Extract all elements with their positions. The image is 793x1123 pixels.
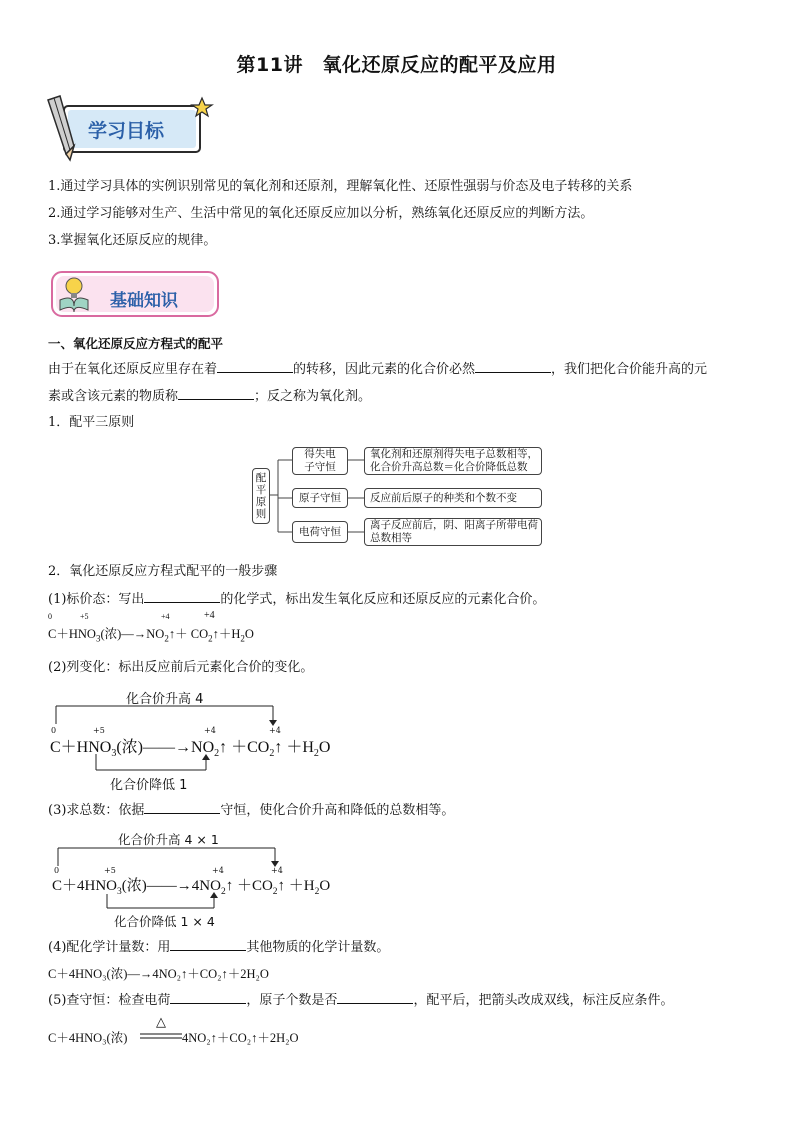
step-4: (4)配化学计量数：用 其他物质的化学计量数。 bbox=[48, 940, 390, 955]
equation-4: C＋4HNO₃(浓)—→4NO₂↑＋CO₂↑＋2H₂O bbox=[48, 967, 269, 981]
equation-5: C＋4HNO₃(浓) △ 4NO₂↑＋CO₂↑＋2H₂O bbox=[48, 1014, 299, 1045]
double-line-arrow bbox=[140, 1032, 182, 1040]
equation-2-diagram: 化合价升高 4 0 +5 +4 +4 $C+HNO_3$(浓)$——\to NO_2↑$ $+CO_2↑ +H_2O$ 化合价降低 1 bbox=[48, 684, 388, 794]
objective-1: 1.通过学习具体的实例识别常见的氧化剂和还原剂，理解氧化性、还原性强弱与价态及电子转移的关系 bbox=[48, 179, 633, 194]
blank[interactable] bbox=[337, 991, 413, 1004]
blank[interactable] bbox=[144, 801, 220, 814]
step-2: (2)列变化：标出反应前后元素化合价的变化。 bbox=[48, 660, 314, 675]
principle-name-2: 原子守恒 bbox=[292, 488, 348, 508]
blank[interactable] bbox=[178, 387, 254, 400]
steps-heading: 2．氧化还原反应方程式配平的一般步骤 bbox=[48, 564, 278, 579]
step-3: (3)求总数：依据 守恒，使化合价升高和降低的总数相等。 bbox=[48, 803, 455, 818]
step-1: (1)标价态：写出 的化学式，标出发生氧化反应和还原反应的元素化合价。 bbox=[48, 592, 546, 607]
equation-1: 0 +5 +4 +4 $C+HNO_3$(浓)$—\to NO_2↑+$ $CO_2↑+H_2O$ bbox=[48, 610, 254, 644]
objective-3: 3.掌握氧化还原反应的规律。 bbox=[48, 233, 217, 248]
principle-desc-1: 氧化剂和还原剂得失电子总数相等，化合价升高总数＝化合价降低总数 bbox=[364, 447, 542, 475]
principles-root: 配平原则 bbox=[252, 468, 270, 524]
page-title: 第11讲 氧化还原反应的配平及应用 bbox=[236, 54, 557, 76]
blank[interactable] bbox=[475, 360, 551, 373]
heat-symbol: △ bbox=[156, 1014, 166, 1029]
basics-banner bbox=[44, 266, 224, 322]
blank[interactable] bbox=[170, 991, 246, 1004]
intro-line-1: 由于在氧化还原反应里存在着 的转移，因此元素的化合价必然 ，我们把化合价能升高的元 bbox=[48, 362, 708, 377]
intro-line-2: 素或含该元素的物质称 ；反之称为氧化剂。 bbox=[48, 389, 372, 404]
equation-3-diagram: 化合价升高 4 × 1 0 +5 +4 +4 $C+4HNO_3$(浓)$——\to 4NO_2↑$ $+CO_2↑ +H_2O$ 化合价降低 1 × 4 bbox=[52, 828, 392, 932]
principle-desc-2: 反应前后原子的种类和个数不变 bbox=[364, 488, 542, 508]
objectives-banner-label: 学习目标 bbox=[88, 120, 165, 142]
principle-desc-3: 离子反应前后，阴、阳离子所带电荷总数相等 bbox=[364, 518, 542, 546]
blank[interactable] bbox=[170, 938, 246, 951]
step-5: (5)查守恒：检查电荷 ，原子个数是否 ，配平后，把箭头改成双线，标注反应条件。 bbox=[48, 993, 674, 1008]
section-heading: 一、氧化还原反应方程式的配平 bbox=[48, 336, 224, 351]
basics-banner-label: 基础知识 bbox=[110, 291, 178, 311]
principle-name-3: 电荷守恒 bbox=[292, 521, 348, 543]
objectives-banner bbox=[44, 94, 214, 164]
objective-2: 2.通过学习能够对生产、生活中常见的氧化还原反应加以分析，熟练氧化还原反应的判断方法。 bbox=[48, 206, 594, 221]
principle-name-1: 得失电子守恒 bbox=[292, 447, 348, 475]
blank[interactable] bbox=[144, 590, 220, 603]
principles-heading: 1．配平三原则 bbox=[48, 415, 135, 430]
blank[interactable] bbox=[217, 360, 293, 373]
